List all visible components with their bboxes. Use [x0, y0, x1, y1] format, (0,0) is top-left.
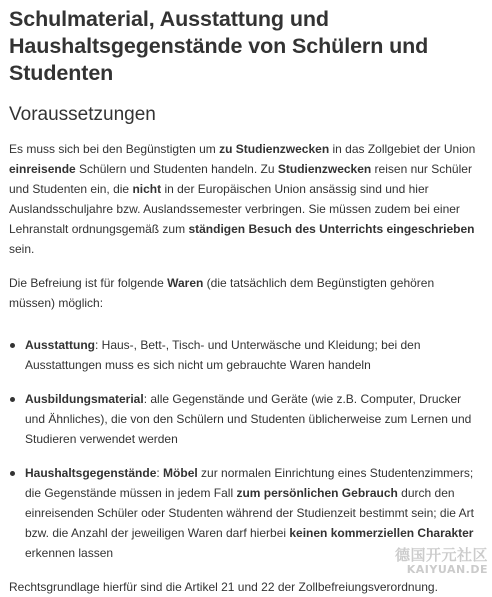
text: durch den einreisenden Schüler oder Studenten während der Studienzeit bestimmt sein; die Art bzw. die Anzahl der jeweiligen Waren darf hierbei [25, 486, 474, 540]
bold-text: zu Studienzwecken [219, 142, 330, 156]
section-heading: Voraussetzungen [9, 104, 156, 125]
list-item [9, 389, 480, 449]
text: : [156, 466, 164, 480]
watermark-line1: 德国开元社区 [394, 546, 488, 564]
text: : Haus-, Bett-, Tisch- und Unterwäsche und Kleidung; bei den Ausstattungen muss es sich nicht um gebrauchte Waren handeln [25, 338, 421, 372]
text: zur normalen Einrichtung eines Studentenzimmers; die Gegenstände müssen in jedem Fall [25, 466, 474, 500]
bold-text: Waren [167, 276, 204, 290]
requirements-paragraph [9, 139, 480, 259]
text: : alle Gegenstände und Geräte (wie z.B. Computer, Drucker und Ähnliches), die von den Schülern und Studenten üblicherweise zum Lernen und Studieren verwendet werden [25, 392, 472, 446]
text: Schülern und Studenten handeln. Zu [75, 162, 278, 176]
goods-list [9, 335, 480, 563]
bold-text: Haushaltsgegenstände [25, 466, 157, 480]
bullet-icon [10, 471, 15, 476]
bold-text: Möbel [163, 466, 198, 480]
text: sein. [9, 242, 35, 256]
page-title: Schulmaterial, Ausstattung und Haushaltsgegenstände von Schülern und Studenten [9, 7, 429, 85]
bold-text: keinen kommerziellen Charakter [289, 526, 474, 540]
bold-text: Ausstattung [25, 338, 95, 352]
watermark-line2: KAIYUAN.DE [406, 563, 488, 576]
text: in der Europäischen Union ansässig sind und hier Auslandsschuljahre bzw. Auslandssemester verbringen. Sie müssen zudem bei einer Lehranstalt ordnungsgemäß zum [9, 182, 460, 236]
text: reisen nur Schüler und Studenten ein, die [9, 162, 472, 196]
bullet-icon [10, 397, 15, 402]
list-item [9, 335, 480, 375]
bold-text: zum persönlichen Gebrauch [236, 486, 398, 500]
exemption-paragraph [9, 273, 480, 313]
watermark [395, 548, 488, 575]
text: Die Befreiung ist für folgende [9, 276, 168, 290]
bold-text: einreisende [9, 162, 76, 176]
bold-text: ständigen Besuch des Unterrichts eingeschrieben [188, 222, 475, 236]
bold-text: nicht [132, 182, 162, 196]
bullet-icon [10, 343, 15, 348]
text: erkennen lassen [25, 546, 114, 560]
legal-basis-paragraph: Rechtsgrundlage hierfür sind die Artikel 21 und 22 der Zollbefreiungsverordnung. [9, 580, 438, 594]
text: (die tatsächlich dem Begünstigten gehören müssen) möglich: [9, 276, 435, 310]
text: in das Zollgebiet der Union [329, 142, 476, 156]
bold-text: Studienzwecken [277, 162, 372, 176]
bold-text: Ausbildungsmaterial [25, 392, 144, 406]
text: Es muss sich bei den Begünstigten um [9, 142, 220, 156]
